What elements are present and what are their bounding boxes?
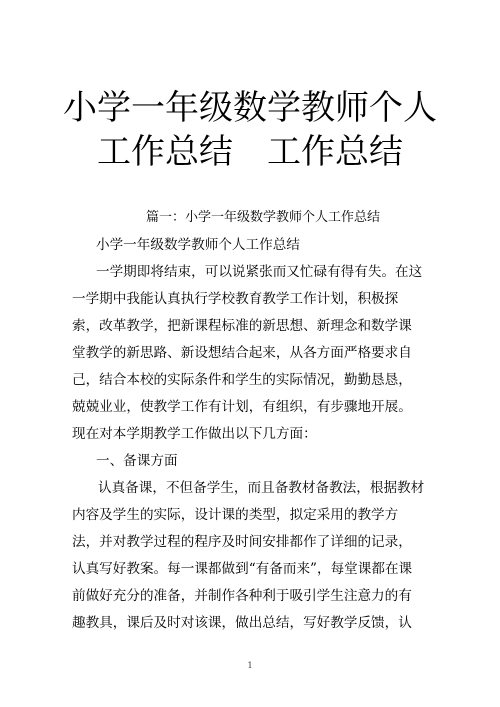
section-heading: 篇一：小学一年级数学教师个人工作总结	[146, 210, 381, 225]
body-line: 认真写好教案。每一课都做到“有备而来”，每堂课都在课	[72, 561, 413, 577]
body-line: 内容及学生的实际，设计课的类型，拟定采用的教学方	[72, 507, 399, 523]
body-line: 己，结合本校的实际条件和学生的实际情况，勤勤恳恳，	[72, 372, 412, 388]
body-line: 堂教学的新思路、新设想结合起来，从各方面严格要求自	[72, 345, 412, 361]
body-line: 索，改革教学，把新课程标准的新思想、新理念和数学课	[72, 318, 412, 334]
body-line: 现在对本学期教学工作做出以下几方面：	[72, 426, 317, 442]
body-line: 一、备课方面	[96, 453, 178, 469]
document-title-line-2: 工作总结 工作总结	[97, 132, 403, 172]
body-line: 兢兢业业，使教学工作有计划，有组织，有步骤地开展。	[72, 399, 412, 415]
document-title-line-1: 小学一年级数学教师个人	[63, 88, 437, 128]
body-line: 趣教具，课后及时对该课，做出总结，写好教学反馈，认	[72, 615, 412, 631]
body-line: 认真备课，不但备学生，而且备教材备教法，根据教材	[98, 480, 425, 496]
page-number: 1	[247, 661, 253, 670]
body-line: 一学期即将结束，可以说紧张而又忙碌有得有失。在这	[96, 264, 423, 280]
body-line: 前做好充分的准备，并制作各种利于吸引学生注意力的有	[72, 588, 412, 604]
body-line: 一学期中我能认真执行学校教育教学工作计划，积极探	[72, 291, 399, 307]
body-line: 小学一年级数学教师个人工作总结	[96, 237, 300, 253]
body-line: 法，并对教学过程的程序及时间安排都作了详细的记录，	[72, 534, 412, 550]
